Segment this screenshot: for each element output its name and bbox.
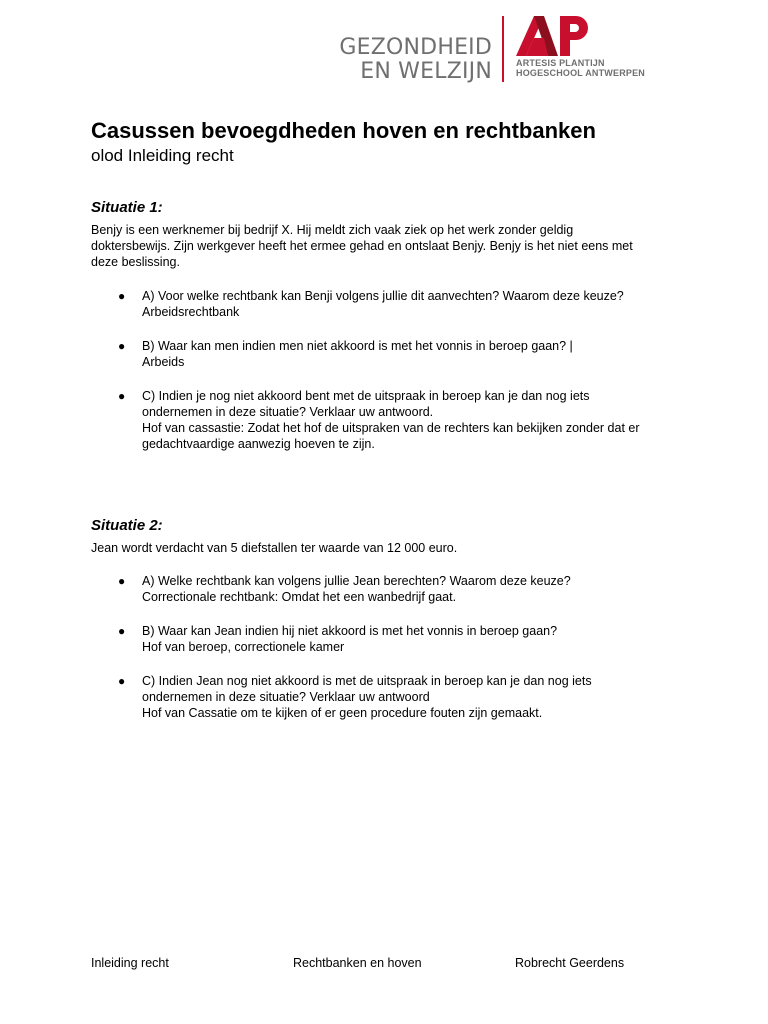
question-line: B) Waar kan Jean indien hij niet akkoord is met het vonnis in beroep gaan? (142, 624, 558, 638)
logo-divider (502, 16, 504, 82)
question-item (91, 573, 681, 605)
bullet-icon: ● (118, 674, 126, 688)
question-item (91, 388, 681, 452)
question-line: C) Indien je nog niet akkoord bent met de uitspraak in beroep kan je dan nog iets (142, 389, 590, 403)
logo-institution-text (516, 58, 645, 78)
logo-sub-line-1: ARTESIS PLANTIJN (516, 58, 605, 68)
question-line: C) Indien Jean nog niet akkoord is met de uitspraak in beroep kan je dan nog iets (142, 674, 592, 688)
logo-department-text (330, 36, 492, 84)
bullet-icon: ● (118, 574, 126, 588)
intro-line: Benjy is een werknemer bij bedrijf X. Hij meldt zich vaak ziek op het werk zonder geldig (91, 223, 574, 237)
bullet-icon: ● (118, 289, 126, 303)
document-subtitle: olod Inleiding recht (91, 146, 234, 165)
intro-line: Jean wordt verdacht van 5 diefstallen ter waarde van 12 000 euro. (91, 541, 458, 555)
answer-line: Arbeidsrechtbank (142, 305, 240, 319)
situation-2-intro (91, 540, 671, 556)
intro-line: doktersbewijs. Zijn werkgever heeft het ermee gehad en ontslaat Benjy. Benjy is het niet eens met (91, 239, 633, 253)
footer-left: Inleiding recht (91, 956, 169, 970)
situation-2-title: Situatie 2: (91, 517, 163, 534)
situation-1-title: Situatie 1: (91, 199, 163, 216)
question-line: A) Voor welke rechtbank kan Benji volgens jullie dit aanvechten? Waarom deze keuze? (142, 289, 624, 303)
question-line: ondernemen in deze situatie? Verklaar uw antwoord. (142, 405, 434, 419)
situation-2-questions (91, 573, 681, 739)
question-line: B) Waar kan men indien men niet akkoord is met het vonnis in beroep gaan? | (142, 339, 573, 353)
intro-line: deze beslissing. (91, 255, 180, 269)
question-item (91, 338, 681, 370)
footer-right: Robrecht Geerdens (515, 956, 625, 970)
logo-line-1: GEZONDHEID (339, 35, 492, 60)
logo-sub-line-2: HOGESCHOOL ANTWERPEN (516, 68, 646, 78)
answer-line: Hof van beroep, correctionele kamer (142, 640, 345, 654)
question-line: ondernemen in deze situatie? Verklaar uw antwoord (142, 690, 430, 704)
situation-1-questions (91, 288, 681, 470)
logo-line-2: EN WELZIJN (360, 59, 492, 84)
situation-1-intro (91, 222, 671, 270)
question-item (91, 673, 681, 721)
question-item (91, 288, 681, 320)
bullet-icon: ● (118, 339, 126, 353)
answer-line: Hof van cassastie: Zodat het hof de uitspraken van de rechters kan bekijken zonder dat er (142, 421, 640, 435)
bullet-icon: ● (118, 624, 126, 638)
answer-line: Hof van Cassatie om te kijken of er geen procedure fouten zijn gemaakt. (142, 706, 543, 720)
answer-line: gedachtvaardige aanwezig hoeven te zijn. (142, 437, 375, 451)
footer-center: Rechtbanken en hoven (293, 956, 422, 970)
answer-line: Arbeids (142, 355, 185, 369)
document-title: Casussen bevoegdheden hoven en rechtbanken (91, 118, 596, 143)
answer-line: Correctionale rechtbank: Omdat het een wanbedrijf gaat. (142, 590, 457, 604)
question-item (91, 623, 681, 655)
ap-logo-icon (516, 16, 592, 56)
question-line: A) Welke rechtbank kan volgens jullie Jean berechten? Waarom deze keuze? (142, 574, 571, 588)
bullet-icon: ● (118, 389, 126, 403)
header-logo (330, 14, 650, 86)
